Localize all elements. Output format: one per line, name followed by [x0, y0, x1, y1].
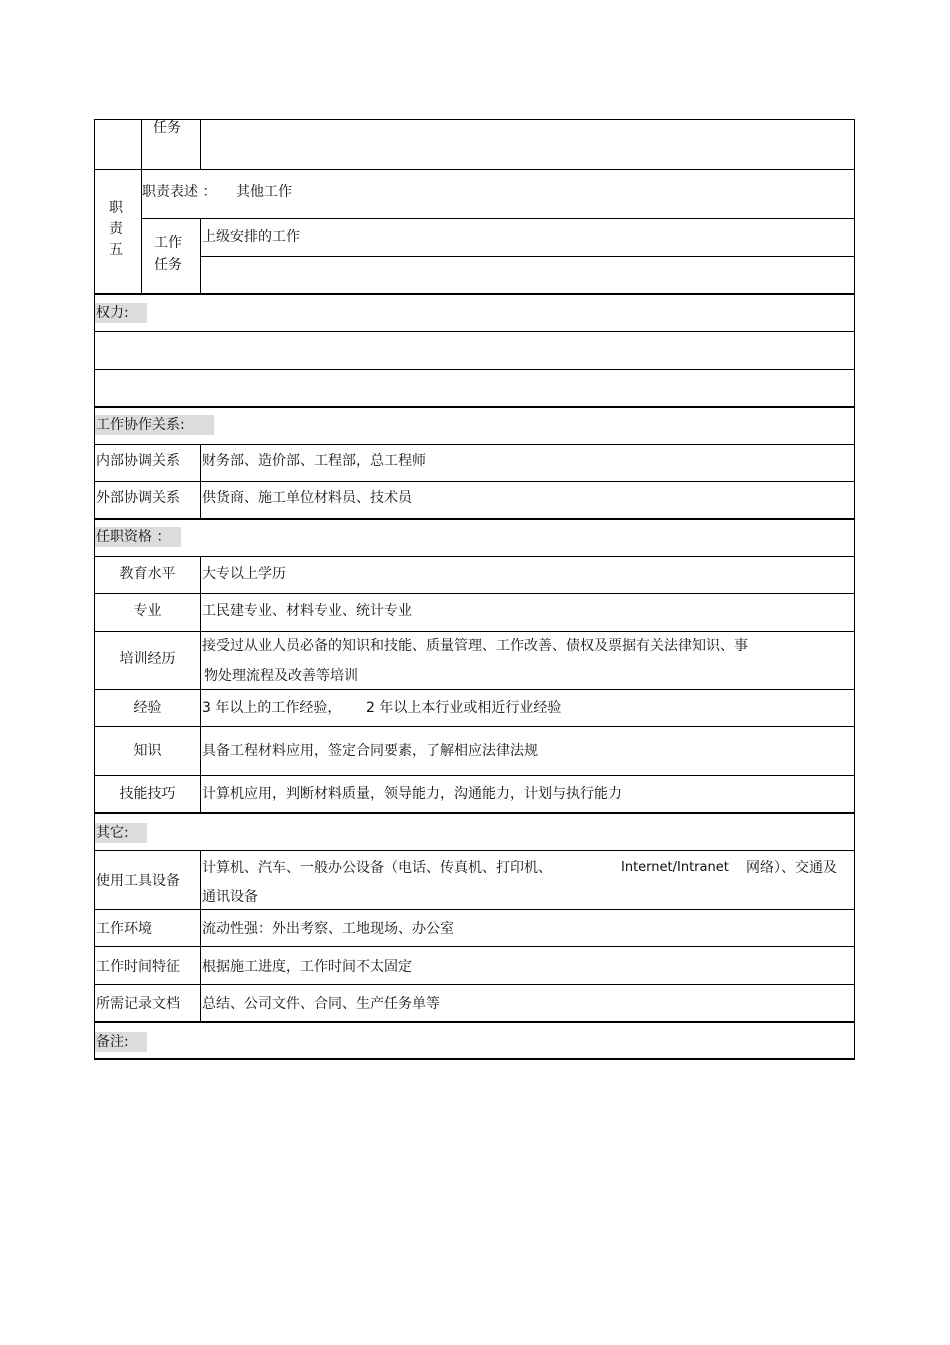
row-divider: [94, 946, 855, 947]
table-top-border: [94, 119, 855, 120]
column-divider: [200, 119, 201, 169]
column-divider: [200, 850, 201, 1021]
row-divider: [94, 169, 855, 170]
other-header: 其它:: [95, 823, 147, 843]
row-divider: [94, 369, 855, 370]
section-divider: [94, 406, 855, 408]
work-time-label: 工作时间特征: [96, 959, 180, 975]
tools-value-c: 网络）、交通及: [746, 860, 837, 876]
tools-value-b: Internet/Intranet: [621, 860, 729, 875]
row-divider: [94, 909, 855, 910]
education-label: 教育水平: [119, 566, 176, 582]
training-value-line2: 物处理流程及改善等培训: [204, 668, 358, 684]
task-label: 工作: [154, 235, 182, 251]
row-divider: [94, 444, 855, 445]
row-divider: [94, 775, 855, 776]
job-description-table: [94, 119, 855, 1060]
internal-coordination-label: 内部协调关系: [96, 453, 180, 469]
environment-label: 工作环境: [96, 921, 152, 937]
duty-description-value: 其他工作: [236, 184, 292, 200]
knowledge-value: 具备工程材料应用，签定合同要素，了解相应法律法规: [202, 743, 538, 759]
experience-label: 经验: [133, 700, 162, 716]
row-divider: [94, 850, 855, 851]
power-header: 权力:: [95, 303, 147, 323]
section-divider: [94, 518, 855, 520]
column-divider: [200, 218, 201, 293]
row-divider: [200, 256, 855, 257]
row-divider: [94, 984, 855, 985]
row-divider: [94, 556, 855, 557]
tools-value-line2: 通讯设备: [202, 889, 258, 905]
row-divider: [94, 726, 855, 727]
row-divider: [94, 631, 855, 632]
work-time-value: 根据施工进度，工作时间不太固定: [202, 959, 412, 975]
cooperation-header: 工作协作关系:: [95, 415, 214, 435]
training-label: 培训经历: [119, 651, 176, 667]
records-label: 所需记录文档: [96, 996, 180, 1012]
duty-description-label: 职责表述 ：: [142, 184, 217, 200]
row-divider: [94, 331, 855, 332]
knowledge-label: 知识: [133, 743, 162, 759]
external-coordination-label: 外部协调关系: [96, 490, 180, 506]
remarks-header: 备注:: [95, 1032, 147, 1052]
prev-task-label: 任务: [153, 120, 181, 136]
experience-value-b: 2 年以上本行业或相近行业经验: [366, 700, 562, 716]
training-value-line1: 接受过从业人员必备的知识和技能、质量管理、工作改善、债权及票据有关法律知识、事: [202, 638, 748, 654]
section-divider: [94, 293, 855, 295]
education-value: 大专以上学历: [202, 566, 286, 582]
row-divider: [94, 481, 855, 482]
row-divider: [141, 218, 855, 219]
experience-value-a: 3 年以上的工作经验，: [202, 700, 342, 716]
qualification-header: 任职资格 ：: [95, 527, 181, 547]
major-value: 工民建专业、材料专业、统计专业: [202, 603, 412, 619]
major-label: 专业: [133, 603, 162, 619]
tools-label: 使用工具设备: [96, 873, 180, 889]
records-value: 总结、公司文件、合同、生产任务单等: [202, 996, 440, 1012]
column-divider: [200, 444, 201, 518]
tools-value-a: 计算机、汽车、一般办公设备（电话、传真机、打印机、: [202, 860, 552, 876]
row-divider: [94, 593, 855, 594]
task-label: 任务: [154, 257, 182, 273]
section-divider: [94, 812, 855, 814]
column-divider: [141, 119, 142, 293]
duty-five-side-label: 职 责 五: [109, 200, 123, 258]
external-coordination-value: 供货商、施工单位材料员、技术员: [202, 490, 412, 506]
row-divider: [94, 689, 855, 690]
task-value: 上级安排的工作: [202, 229, 300, 245]
skills-label: 技能技巧: [119, 786, 176, 802]
internal-coordination-value: 财务部、造价部、工程部，总工程师: [202, 453, 426, 469]
column-divider: [200, 556, 201, 812]
environment-value: 流动性强：外出考察、工地现场、办公室: [202, 921, 454, 937]
section-divider: [94, 1021, 855, 1023]
skills-value: 计算机应用，判断材料质量，领导能力，沟通能力，计划与执行能力: [202, 786, 622, 802]
